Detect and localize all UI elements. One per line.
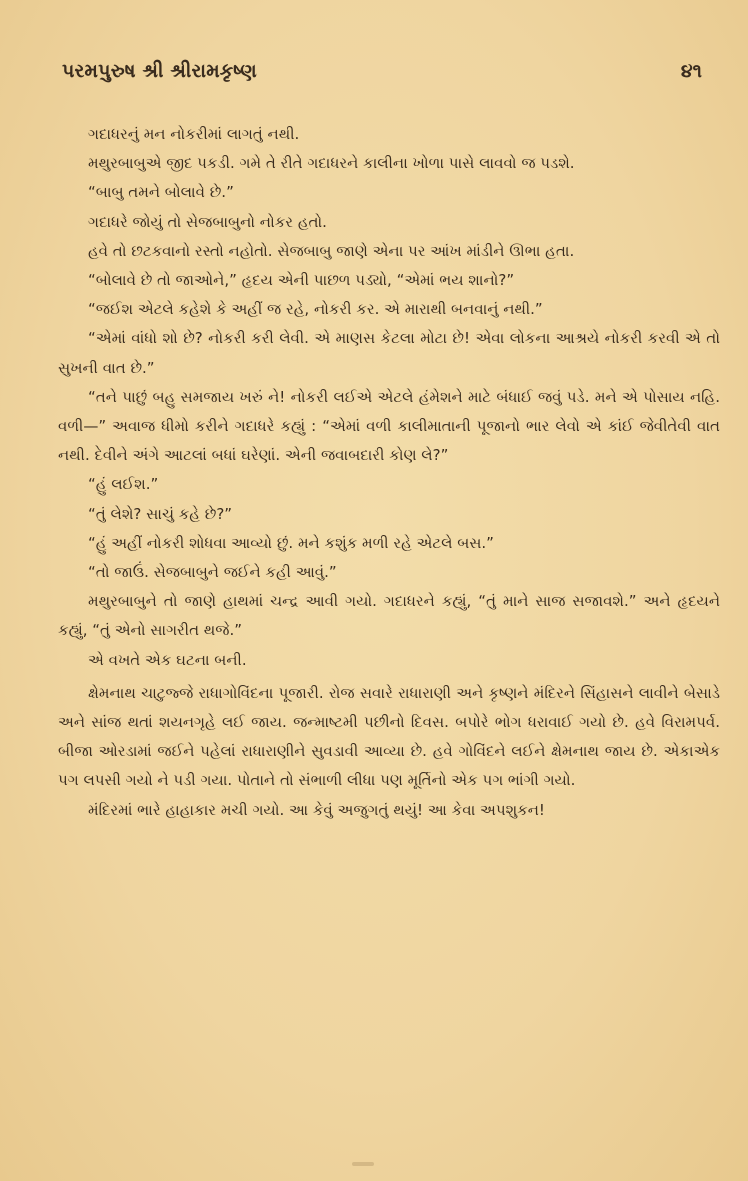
paragraph: “જઈશ એટલે કહેશે કે અહીં જ રહે, નોકરી કર. એ મારાથી બનવાનું નથી.” (88, 300, 543, 319)
book-page (58, 52, 720, 1162)
paragraph: “બોલાવે છે તો જાઓને,” હૃદય એની પાછળ પડ્યો, “એમાં ભય શાનો?” (88, 271, 515, 290)
body-text (58, 120, 720, 825)
print-mark (352, 1162, 374, 1166)
paragraph: “તું લેશે? સાચું કહે છે?” (88, 504, 233, 523)
paragraph: “હું લઈશ.” (88, 475, 159, 494)
paragraph: ગદાધરે જોયું તો સેજબાબુનો નોકર હતો. (88, 212, 327, 231)
paragraph: “હું અહીં નોકરી શોધવા આવ્યો છું. મને કશુંક મળી રહે એટલે બસ.” (88, 533, 494, 552)
paragraph: ક્ષેમનાથ ચાટુજ્જે રાધાગોવિંદના પૂજારી. રોજ સવારે રાધારાણી અને કૃષ્ણને મંદિરને સિંહાસને લાવીને બેસાડે અને સાંજ થતાં શયનગૃહે લઈ જાય. જન્માષ્ટમી પછીનો દિવસ. બપોરે ભોગ ધરાવાઈ ગયો છે. હવે વિરામપર્વ. બીજા ઓરડામાં જઈને પહેલાં રાધારાણીને સુવડાવી આવ્યા છે. હવે ગોવિંદને લઈને ક્ષેમનાથ જાય છે. એકાએક પગ લપસી ગયો ને પડી ગયા. પોતાને તો સંભાળી લીધા પણ મૂર્તિનો એક પગ ભાંગી ગયો. (58, 683, 720, 790)
paragraph: “તો જાઉં. સેજબાબુને જઈને કહી આવું.” (88, 563, 337, 582)
paragraph: મથુરબાબુને તો જાણે હાથમાં ચન્દ્ર આવી ગયો. ગદાધરને કહ્યું, “તું માને સાજ સજાવશે.” અને હૃદયને કહ્યું, “તું એનો સાગરીત થજે.” (58, 592, 720, 640)
running-title: પરમપુરુષ શ્રી શ્રીરામકૃષ્ણ (62, 60, 257, 82)
paragraph: ગદાધરનું મન નોકરીમાં લાગતું નથી. (88, 125, 300, 143)
paragraph: “બાબુ તમને બોલાવે છે.” (88, 183, 234, 202)
paragraph: એ વખતે એક ઘટના બની. (88, 650, 247, 669)
page-number: ૪૧ (680, 60, 702, 82)
paragraph: “એમાં વાંધો શો છે? નોકરી કરી લેવી. એ માણસ કેટલા મોટા છે! એવા લોકના આશ્રયે નોકરી કરવી એ તો સુખની વાત છે.” (58, 329, 720, 377)
paragraph: મથુરબાબુએ જીદ પકડી. ગમે તે રીતે ગદાધરને કાલીના ખોળા પાસે લાવવો જ પડશે. (88, 154, 575, 173)
paragraph: મંદિરમાં ભારે હાહાકાર મચી ગયો. આ કેવું અજુગતું થયું! આ કેવા અપશુકન! (88, 800, 545, 819)
paragraph: “તને પાછું બહુ સમજાય ખરું ને! નોકરી લઈએ એટલે હંમેશને માટે બંધાઈ જવું પડે. મને એ પોસાય નહિ. વળી—” અવાજ ધીમો કરીને ગદાધરે કહ્યું : “એમાં વળી કાલીમાતાની પૂજાનો ભાર લેવો એ કાંઈ જેવીતેવી વાત નથી. દેવીને અંગે આટલાં બધાં ઘરેણાં. એની જવાબદારી કોણ લે?” (58, 387, 720, 465)
paragraph: હવે તો છટકવાનો રસ્તો નહોતો. સેજબાબુ જાણે એના પર આંખ માંડીને ઊભા હતા. (88, 241, 575, 260)
running-header (58, 52, 720, 92)
